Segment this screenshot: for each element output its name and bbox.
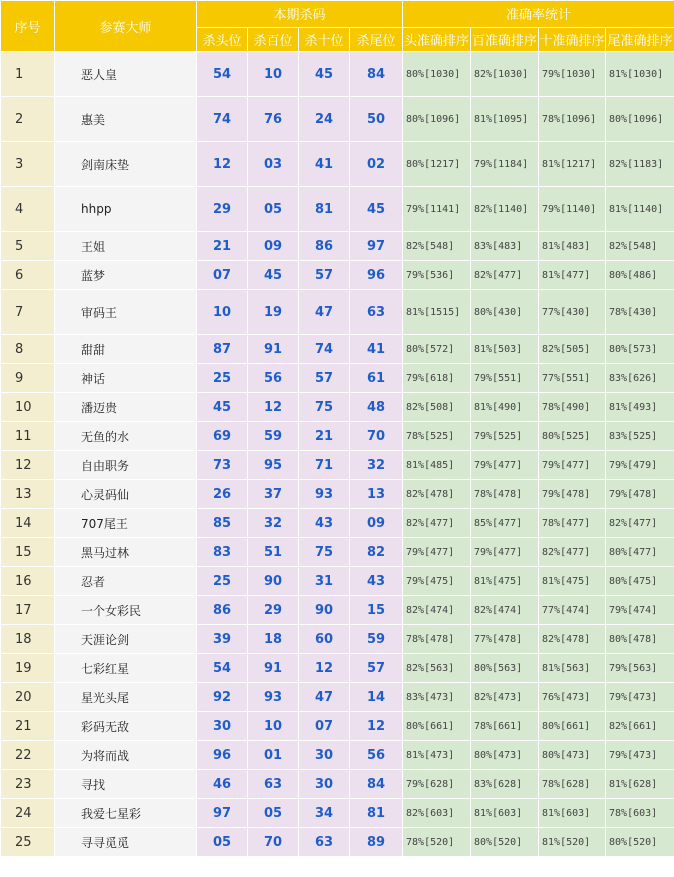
- accuracy-ten-cell: 76%[473]: [539, 683, 606, 712]
- kill-hundred-cell: 93: [248, 683, 299, 712]
- row-index: 14: [1, 509, 55, 538]
- row-index: 12: [1, 451, 55, 480]
- kill-hundred-cell: 59: [248, 422, 299, 451]
- row-index: 11: [1, 422, 55, 451]
- table-body: [1, 52, 674, 857]
- accuracy-tail-cell: 83%[525]: [606, 422, 674, 451]
- table-row: [1, 261, 674, 290]
- accuracy-hundred-cell: 80%[430]: [471, 290, 539, 335]
- kill-tail-cell: 59: [350, 625, 403, 654]
- kill-head-cell: 26: [197, 480, 248, 509]
- table-row: [1, 52, 674, 97]
- kill-hundred-cell: 19: [248, 290, 299, 335]
- kill-hundred-cell: 51: [248, 538, 299, 567]
- row-index: 9: [1, 364, 55, 393]
- master-name: 神话: [55, 364, 197, 393]
- accuracy-hundred-cell: 83%[483]: [471, 232, 539, 261]
- kill-hundred-cell: 63: [248, 770, 299, 799]
- header-kill-group: 本期杀码: [197, 1, 403, 28]
- accuracy-head-cell: 82%[508]: [403, 393, 471, 422]
- table-row: [1, 567, 674, 596]
- row-index: 4: [1, 187, 55, 232]
- master-name: 寻寻觅觅: [55, 828, 197, 857]
- table-row: [1, 538, 674, 567]
- kill-hundred-cell: 90: [248, 567, 299, 596]
- table-row: [1, 596, 674, 625]
- kill-tail-cell: 41: [350, 335, 403, 364]
- kill-ten-cell: 47: [299, 290, 350, 335]
- accuracy-ten-cell: 82%[505]: [539, 335, 606, 364]
- accuracy-ten-cell: 78%[490]: [539, 393, 606, 422]
- table-row: [1, 509, 674, 538]
- row-index: 23: [1, 770, 55, 799]
- kill-ten-cell: 57: [299, 364, 350, 393]
- kill-head-cell: 97: [197, 799, 248, 828]
- kill-tail-cell: 84: [350, 770, 403, 799]
- accuracy-tail-cell: 80%[1096]: [606, 97, 674, 142]
- kill-tail-cell: 50: [350, 97, 403, 142]
- accuracy-head-cell: 79%[536]: [403, 261, 471, 290]
- table-row: [1, 451, 674, 480]
- row-index: 18: [1, 625, 55, 654]
- kill-ten-cell: 90: [299, 596, 350, 625]
- accuracy-head-cell: 79%[1141]: [403, 187, 471, 232]
- accuracy-head-cell: 78%[525]: [403, 422, 471, 451]
- table-row: [1, 625, 674, 654]
- kill-head-cell: 45: [197, 393, 248, 422]
- kill-ten-cell: 43: [299, 509, 350, 538]
- table-row: [1, 364, 674, 393]
- accuracy-head-cell: 80%[1217]: [403, 142, 471, 187]
- accuracy-tail-cell: 79%[479]: [606, 451, 674, 480]
- kill-tail-cell: 97: [350, 232, 403, 261]
- kill-hundred-cell: 12: [248, 393, 299, 422]
- table-row: [1, 232, 674, 261]
- accuracy-ten-cell: 77%[474]: [539, 596, 606, 625]
- accuracy-tail-cell: 81%[1140]: [606, 187, 674, 232]
- master-name: 自由职务: [55, 451, 197, 480]
- kill-head-cell: 12: [197, 142, 248, 187]
- kill-tail-cell: 61: [350, 364, 403, 393]
- accuracy-hundred-cell: 81%[503]: [471, 335, 539, 364]
- accuracy-head-cell: 81%[485]: [403, 451, 471, 480]
- kill-ten-cell: 07: [299, 712, 350, 741]
- kill-ten-cell: 81: [299, 187, 350, 232]
- accuracy-head-cell: 79%[477]: [403, 538, 471, 567]
- kill-tail-cell: 82: [350, 538, 403, 567]
- kill-head-cell: 54: [197, 52, 248, 97]
- accuracy-hundred-cell: 78%[661]: [471, 712, 539, 741]
- row-index: 10: [1, 393, 55, 422]
- accuracy-tail-cell: 81%[628]: [606, 770, 674, 799]
- accuracy-head-cell: 80%[1096]: [403, 97, 471, 142]
- row-index: 7: [1, 290, 55, 335]
- accuracy-head-cell: 80%[1030]: [403, 52, 471, 97]
- accuracy-hundred-cell: 79%[1184]: [471, 142, 539, 187]
- accuracy-ten-cell: 79%[1030]: [539, 52, 606, 97]
- accuracy-hundred-cell: 82%[474]: [471, 596, 539, 625]
- master-name: 707尾王: [55, 509, 197, 538]
- kill-tail-cell: 45: [350, 187, 403, 232]
- header-acc-tail: 尾准确排序: [606, 27, 674, 51]
- kill-tail-cell: 43: [350, 567, 403, 596]
- kill-ten-cell: 74: [299, 335, 350, 364]
- kill-head-cell: 30: [197, 712, 248, 741]
- header-kill-ten: 杀十位: [299, 27, 350, 51]
- kill-head-cell: 85: [197, 509, 248, 538]
- kill-hundred-cell: 10: [248, 712, 299, 741]
- accuracy-ten-cell: 82%[477]: [539, 538, 606, 567]
- accuracy-head-cell: 82%[478]: [403, 480, 471, 509]
- kill-tail-cell: 96: [350, 261, 403, 290]
- row-index: 13: [1, 480, 55, 509]
- accuracy-ten-cell: 81%[520]: [539, 828, 606, 857]
- accuracy-ten-cell: 78%[477]: [539, 509, 606, 538]
- header-acc-hundred: 百准确排序: [471, 27, 539, 51]
- kill-tail-cell: 12: [350, 712, 403, 741]
- kill-ten-cell: 75: [299, 538, 350, 567]
- accuracy-head-cell: 82%[563]: [403, 654, 471, 683]
- accuracy-tail-cell: 83%[626]: [606, 364, 674, 393]
- accuracy-head-cell: 79%[628]: [403, 770, 471, 799]
- accuracy-ten-cell: 80%[525]: [539, 422, 606, 451]
- accuracy-tail-cell: 79%[473]: [606, 741, 674, 770]
- accuracy-tail-cell: 80%[573]: [606, 335, 674, 364]
- accuracy-tail-cell: 79%[473]: [606, 683, 674, 712]
- master-name: 天涯论剑: [55, 625, 197, 654]
- kill-tail-cell: 56: [350, 741, 403, 770]
- kill-hundred-cell: 91: [248, 654, 299, 683]
- accuracy-hundred-cell: 79%[551]: [471, 364, 539, 393]
- kill-hundred-cell: 09: [248, 232, 299, 261]
- kill-hundred-cell: 91: [248, 335, 299, 364]
- kill-head-cell: 07: [197, 261, 248, 290]
- kill-ten-cell: 21: [299, 422, 350, 451]
- kill-ten-cell: 86: [299, 232, 350, 261]
- master-name: 彩码无敌: [55, 712, 197, 741]
- header-acc-head: 头准确排序: [403, 27, 471, 51]
- accuracy-head-cell: 82%[477]: [403, 509, 471, 538]
- table-row: [1, 799, 674, 828]
- kill-head-cell: 54: [197, 654, 248, 683]
- table-row: [1, 290, 674, 335]
- accuracy-head-cell: 79%[475]: [403, 567, 471, 596]
- accuracy-tail-cell: 80%[478]: [606, 625, 674, 654]
- header-kill-head: 杀头位: [197, 27, 248, 51]
- master-name: 为将而战: [55, 741, 197, 770]
- kill-tail-cell: 57: [350, 654, 403, 683]
- row-index: 6: [1, 261, 55, 290]
- kill-ten-cell: 41: [299, 142, 350, 187]
- kill-head-cell: 21: [197, 232, 248, 261]
- header-accuracy-group: 准确率统计: [403, 1, 674, 28]
- kill-tail-cell: 14: [350, 683, 403, 712]
- kill-hundred-cell: 03: [248, 142, 299, 187]
- master-name: 恶人皇: [55, 52, 197, 97]
- kill-ten-cell: 71: [299, 451, 350, 480]
- accuracy-hundred-cell: 81%[475]: [471, 567, 539, 596]
- kill-tail-cell: 13: [350, 480, 403, 509]
- table-row: [1, 142, 674, 187]
- accuracy-head-cell: 81%[473]: [403, 741, 471, 770]
- accuracy-hundred-cell: 80%[563]: [471, 654, 539, 683]
- master-name: 蓝梦: [55, 261, 197, 290]
- master-name: 星光头尾: [55, 683, 197, 712]
- kill-hundred-cell: 32: [248, 509, 299, 538]
- accuracy-tail-cell: 81%[1030]: [606, 52, 674, 97]
- master-name: 无鱼的水: [55, 422, 197, 451]
- kill-head-cell: 87: [197, 335, 248, 364]
- row-index: 19: [1, 654, 55, 683]
- accuracy-head-cell: 80%[572]: [403, 335, 471, 364]
- accuracy-hundred-cell: 80%[520]: [471, 828, 539, 857]
- accuracy-ten-cell: 78%[628]: [539, 770, 606, 799]
- accuracy-ten-cell: 79%[477]: [539, 451, 606, 480]
- row-index: 3: [1, 142, 55, 187]
- kill-tail-cell: 70: [350, 422, 403, 451]
- row-index: 5: [1, 232, 55, 261]
- kill-ten-cell: 63: [299, 828, 350, 857]
- kill-head-cell: 39: [197, 625, 248, 654]
- header-kill-tail: 杀尾位: [350, 27, 403, 51]
- accuracy-hundred-cell: 79%[525]: [471, 422, 539, 451]
- master-name: hhpp: [55, 187, 197, 232]
- row-index: 25: [1, 828, 55, 857]
- accuracy-hundred-cell: 82%[1140]: [471, 187, 539, 232]
- row-index: 22: [1, 741, 55, 770]
- kill-tail-cell: 63: [350, 290, 403, 335]
- master-name: 寻找: [55, 770, 197, 799]
- accuracy-ten-cell: 81%[603]: [539, 799, 606, 828]
- accuracy-hundred-cell: 79%[477]: [471, 451, 539, 480]
- kill-ten-cell: 24: [299, 97, 350, 142]
- kill-head-cell: 74: [197, 97, 248, 142]
- accuracy-ten-cell: 79%[1140]: [539, 187, 606, 232]
- accuracy-head-cell: 81%[1515]: [403, 290, 471, 335]
- row-index: 15: [1, 538, 55, 567]
- table-row: [1, 187, 674, 232]
- table-row: [1, 480, 674, 509]
- kill-hundred-cell: 10: [248, 52, 299, 97]
- table-row: [1, 712, 674, 741]
- accuracy-hundred-cell: 82%[477]: [471, 261, 539, 290]
- kill-head-cell: 25: [197, 567, 248, 596]
- row-index: 17: [1, 596, 55, 625]
- kill-ten-cell: 45: [299, 52, 350, 97]
- kill-tail-cell: 48: [350, 393, 403, 422]
- accuracy-tail-cell: 78%[430]: [606, 290, 674, 335]
- table-row: [1, 683, 674, 712]
- kill-ten-cell: 12: [299, 654, 350, 683]
- accuracy-head-cell: 79%[618]: [403, 364, 471, 393]
- table-row: [1, 335, 674, 364]
- kill-tail-cell: 81: [350, 799, 403, 828]
- kill-hundred-cell: 01: [248, 741, 299, 770]
- master-name: 七彩红星: [55, 654, 197, 683]
- accuracy-ten-cell: 81%[477]: [539, 261, 606, 290]
- kill-hundred-cell: 95: [248, 451, 299, 480]
- accuracy-hundred-cell: 81%[490]: [471, 393, 539, 422]
- kill-head-cell: 96: [197, 741, 248, 770]
- master-name: 潘迈贵: [55, 393, 197, 422]
- master-name: 王姐: [55, 232, 197, 261]
- row-index: 21: [1, 712, 55, 741]
- kill-hundred-cell: 18: [248, 625, 299, 654]
- kill-ten-cell: 47: [299, 683, 350, 712]
- kill-tail-cell: 84: [350, 52, 403, 97]
- kill-tail-cell: 15: [350, 596, 403, 625]
- table-row: [1, 422, 674, 451]
- kill-head-cell: 73: [197, 451, 248, 480]
- accuracy-ten-cell: 79%[478]: [539, 480, 606, 509]
- accuracy-hundred-cell: 78%[478]: [471, 480, 539, 509]
- accuracy-head-cell: 82%[603]: [403, 799, 471, 828]
- kill-ten-cell: 75: [299, 393, 350, 422]
- kill-hundred-cell: 45: [248, 261, 299, 290]
- accuracy-ten-cell: 81%[483]: [539, 232, 606, 261]
- row-index: 24: [1, 799, 55, 828]
- row-index: 16: [1, 567, 55, 596]
- header-kill-hundred: 杀百位: [248, 27, 299, 51]
- kill-head-cell: 25: [197, 364, 248, 393]
- master-name: 心灵码仙: [55, 480, 197, 509]
- row-index: 1: [1, 52, 55, 97]
- master-name: 我爱七星彩: [55, 799, 197, 828]
- kill-tail-cell: 09: [350, 509, 403, 538]
- accuracy-tail-cell: 80%[477]: [606, 538, 674, 567]
- accuracy-ten-cell: 82%[478]: [539, 625, 606, 654]
- accuracy-head-cell: 83%[473]: [403, 683, 471, 712]
- table-row: [1, 741, 674, 770]
- accuracy-head-cell: 78%[478]: [403, 625, 471, 654]
- accuracy-hundred-cell: 82%[1030]: [471, 52, 539, 97]
- row-index: 2: [1, 97, 55, 142]
- accuracy-tail-cell: 82%[661]: [606, 712, 674, 741]
- accuracy-ten-cell: 78%[1096]: [539, 97, 606, 142]
- kill-head-cell: 86: [197, 596, 248, 625]
- accuracy-head-cell: 78%[520]: [403, 828, 471, 857]
- master-name: 黑马过林: [55, 538, 197, 567]
- kill-hundred-cell: 76: [248, 97, 299, 142]
- table-row: [1, 828, 674, 857]
- accuracy-hundred-cell: 85%[477]: [471, 509, 539, 538]
- accuracy-ten-cell: 81%[1217]: [539, 142, 606, 187]
- accuracy-hundred-cell: 77%[478]: [471, 625, 539, 654]
- table-row: [1, 393, 674, 422]
- kill-hundred-cell: 70: [248, 828, 299, 857]
- accuracy-hundred-cell: 82%[473]: [471, 683, 539, 712]
- kill-hundred-cell: 37: [248, 480, 299, 509]
- accuracy-tail-cell: 82%[477]: [606, 509, 674, 538]
- kill-ten-cell: 34: [299, 799, 350, 828]
- accuracy-hundred-cell: 81%[603]: [471, 799, 539, 828]
- accuracy-tail-cell: 79%[563]: [606, 654, 674, 683]
- master-name: 审码王: [55, 290, 197, 335]
- kill-head-cell: 92: [197, 683, 248, 712]
- table-row: [1, 654, 674, 683]
- kill-ten-cell: 30: [299, 741, 350, 770]
- accuracy-tail-cell: 80%[486]: [606, 261, 674, 290]
- accuracy-tail-cell: 78%[603]: [606, 799, 674, 828]
- master-name: 忍者: [55, 567, 197, 596]
- row-index: 8: [1, 335, 55, 364]
- header-index: 序号: [1, 1, 55, 52]
- header-master: 参赛大师: [55, 1, 197, 52]
- master-name: 剑南床垫: [55, 142, 197, 187]
- accuracy-hundred-cell: 81%[1095]: [471, 97, 539, 142]
- accuracy-tail-cell: 82%[548]: [606, 232, 674, 261]
- master-name: 一个女彩民: [55, 596, 197, 625]
- kill-tail-cell: 32: [350, 451, 403, 480]
- accuracy-tail-cell: 81%[493]: [606, 393, 674, 422]
- accuracy-ten-cell: 81%[475]: [539, 567, 606, 596]
- accuracy-ten-cell: 77%[430]: [539, 290, 606, 335]
- kill-ten-cell: 93: [299, 480, 350, 509]
- table-row: [1, 97, 674, 142]
- accuracy-head-cell: 82%[548]: [403, 232, 471, 261]
- kill-head-cell: 46: [197, 770, 248, 799]
- accuracy-hundred-cell: 79%[477]: [471, 538, 539, 567]
- kill-head-cell: 05: [197, 828, 248, 857]
- table-row: [1, 770, 674, 799]
- master-name: 甜甜: [55, 335, 197, 364]
- kill-head-cell: 69: [197, 422, 248, 451]
- kill-head-cell: 29: [197, 187, 248, 232]
- kill-head-cell: 10: [197, 290, 248, 335]
- accuracy-tail-cell: 79%[474]: [606, 596, 674, 625]
- accuracy-head-cell: 80%[661]: [403, 712, 471, 741]
- kill-ten-cell: 60: [299, 625, 350, 654]
- accuracy-hundred-cell: 80%[473]: [471, 741, 539, 770]
- accuracy-tail-cell: 80%[520]: [606, 828, 674, 857]
- kill-hundred-cell: 29: [248, 596, 299, 625]
- accuracy-ten-cell: 80%[661]: [539, 712, 606, 741]
- accuracy-head-cell: 82%[474]: [403, 596, 471, 625]
- kill-ten-cell: 31: [299, 567, 350, 596]
- header-acc-ten: 十准确排序: [539, 27, 606, 51]
- accuracy-hundred-cell: 83%[628]: [471, 770, 539, 799]
- accuracy-tail-cell: 80%[475]: [606, 567, 674, 596]
- accuracy-ten-cell: 81%[563]: [539, 654, 606, 683]
- accuracy-tail-cell: 82%[1183]: [606, 142, 674, 187]
- accuracy-ten-cell: 80%[473]: [539, 741, 606, 770]
- kill-tail-cell: 02: [350, 142, 403, 187]
- kill-ten-cell: 30: [299, 770, 350, 799]
- kill-hundred-cell: 05: [248, 799, 299, 828]
- kill-ten-cell: 57: [299, 261, 350, 290]
- kill-hundred-cell: 05: [248, 187, 299, 232]
- accuracy-ten-cell: 77%[551]: [539, 364, 606, 393]
- kill-tail-cell: 89: [350, 828, 403, 857]
- master-name: 惠美: [55, 97, 197, 142]
- row-index: 20: [1, 683, 55, 712]
- accuracy-tail-cell: 79%[478]: [606, 480, 674, 509]
- kill-hundred-cell: 56: [248, 364, 299, 393]
- kill-head-cell: 83: [197, 538, 248, 567]
